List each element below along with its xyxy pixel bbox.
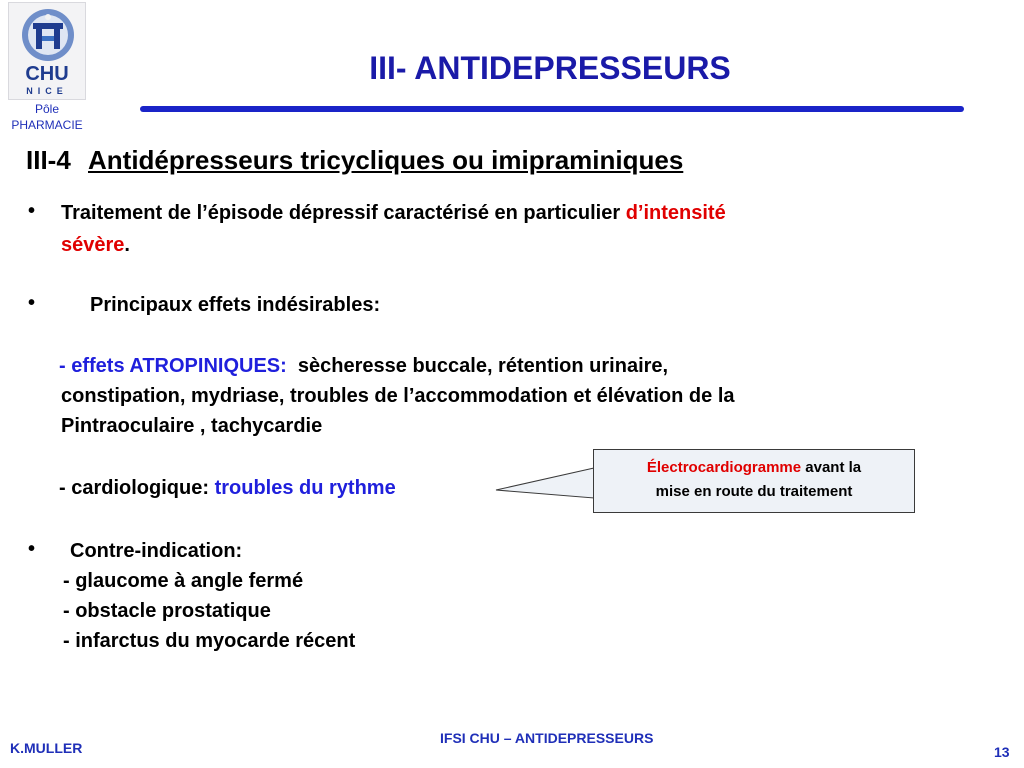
chu-emblem-icon: [20, 7, 76, 63]
side-effects-heading: Principaux effets indésirables:: [90, 294, 381, 316]
callout-line-1: [594, 456, 914, 480]
contraindication-item: - obstacle prostatique: [63, 600, 271, 622]
atropinic-line-3: Pintraoculaire , tachycardie: [61, 415, 323, 437]
callout-before: avant la: [801, 459, 862, 476]
bullet-1: •: [28, 200, 36, 222]
footer-author: K.MULLER: [10, 740, 83, 756]
treatment-severe: sévère: [61, 234, 125, 256]
bullet-3: •: [28, 538, 36, 560]
page-number: 13: [994, 744, 1010, 760]
contraindication-item: - glaucome à angle fermé: [63, 570, 304, 592]
cardiology-label: - cardiologique:: [59, 477, 215, 499]
contraindication-heading: Contre-indication:: [70, 540, 243, 562]
atropinic-line-2: constipation, mydriase, troubles de l’accommodation et élévation de la: [61, 385, 735, 407]
treatment-line: [61, 199, 726, 227]
footer-center: IFSI CHU – ANTIDEPRESSEURS: [440, 730, 654, 746]
title-underline: [140, 106, 964, 112]
cardiology-line: [59, 474, 396, 502]
treatment-line-2: [61, 231, 130, 259]
treatment-text: Traitement de l’épisode dépressif caractérisé en particulier: [61, 202, 626, 224]
callout-line-2: mise en route du traitement: [655, 483, 853, 500]
pharmacie-label: PHARMACIE: [11, 118, 83, 132]
section-number: III-4: [26, 145, 71, 175]
logo-nice-text: NICE: [26, 86, 68, 96]
callout-pointer: [490, 460, 598, 506]
contraindication-item: - infarctus du myocarde récent: [63, 630, 356, 652]
atropinic-label: - effets ATROPINIQUES:: [59, 355, 287, 377]
cardiology-rhythm: troubles du rythme: [214, 477, 396, 499]
atropinic-text-1: sècheresse buccale, rétention urinaire,: [297, 355, 669, 377]
section-title: Antidépresseurs tricycliques ou imipraminiques: [88, 145, 684, 175]
atropinic-line-1: [59, 352, 668, 380]
callout-ecg: Électrocardiogramme: [646, 459, 802, 476]
pole-label: Pôle: [34, 102, 60, 116]
treatment-period: .: [124, 234, 130, 256]
slide-title: III- ANTIDEPRESSEURS: [369, 50, 731, 86]
chu-nice-logo: [8, 2, 86, 100]
ecg-callout: [593, 449, 915, 513]
logo-chu-text: CHU: [25, 63, 69, 85]
bullet-2: •: [28, 292, 36, 314]
treatment-intensity: d’intensité: [625, 202, 726, 224]
